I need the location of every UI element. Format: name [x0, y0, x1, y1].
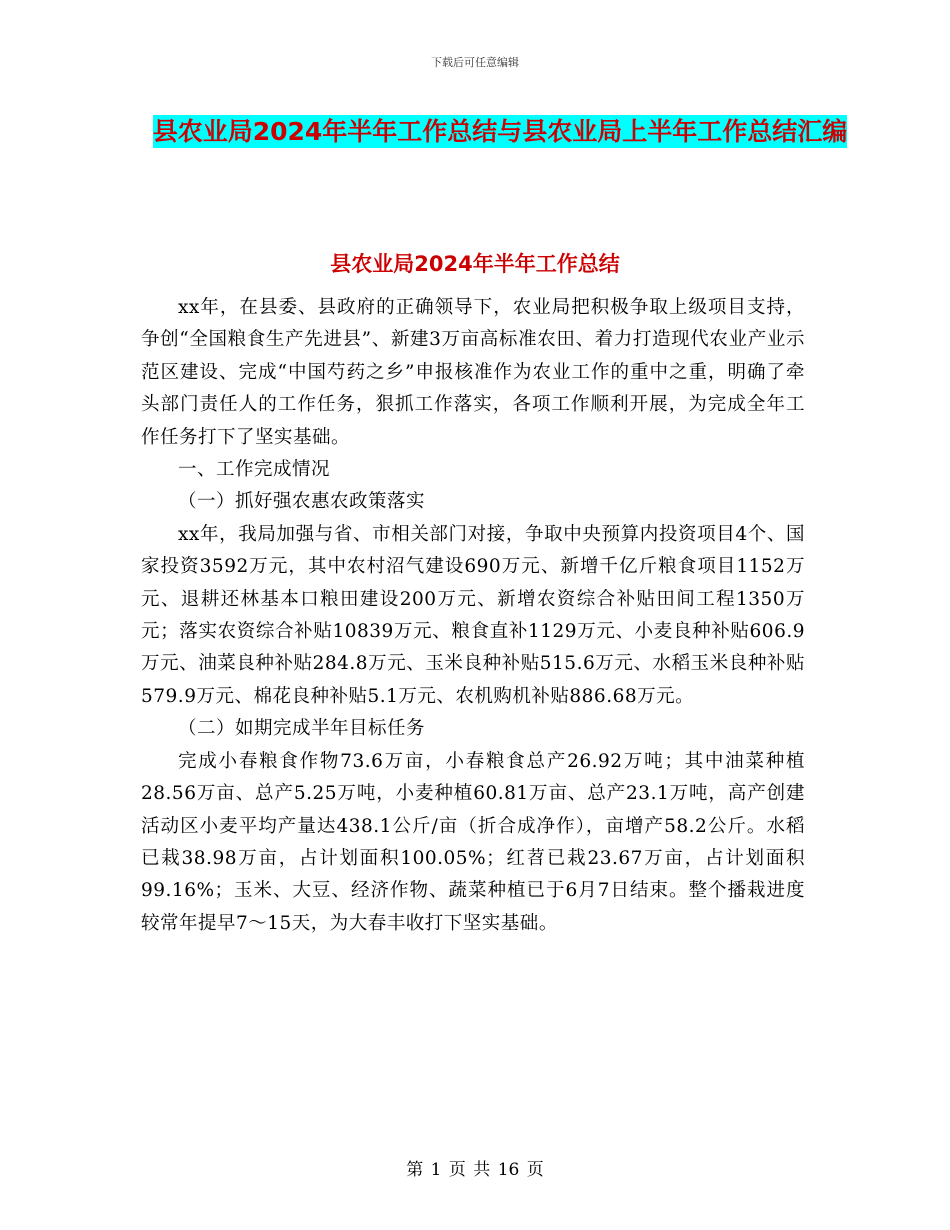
subheading-policy: （一）抓好强农惠农政策落实	[178, 491, 426, 513]
paragraph-crops: 完成小春粮食作物73.6万亩，小春粮食总产26.92万吨；其中油菜种植28.56万亩、总产5.25万吨，小麦种植60.81万亩、总产23.1万吨，高产创建活动区小麦平均产量达438.1公斤/亩（折合成净作），亩增产58.2公斤。水稻已栽38.98万亩，占计划面积100.05%；红苕已栽23.67万亩，占计划面积99.16%；玉米、大豆、经济作物、蔬菜种植已于6月7日结束。整个播栽进度较常年提早7～15天，为大春丰收打下坚实基础。	[141, 750, 805, 934]
heading-work-completion: 一、工作完成情况	[178, 459, 331, 481]
page-number: 第 1 页 共 16 页	[406, 1160, 544, 1180]
paragraph-intro: xx年，在县委、县政府的正确领导下，农业局把积极争取上级项目支持，争创“全国粮食生产先进县”、新建3万亩高标准农田、着力打造现代农业产业示范区建设、完成“中国芍药之乡”申报核准作为农业工作的重中之重，明确了牵头部门责任人的工作任务，狠抓工作落实，各项工作顺利开展，为完成全年工作任务打下了坚实基础。	[141, 297, 805, 448]
paragraph-investment: xx年，我局加强与省、市相关部门对接，争取中央预算内投资项目4个、国家投资3592万元，其中农村沼气建设690万元、新增千亿斤粮食项目1152万元、退耕还林基本口粮田建设200万元、新增农资综合补贴田间工程1350万元；落实农资综合补贴10839万元、粮食直补1129万元、小麦良种补贴606.9万元、油菜良种补贴284.8万元、玉米良种补贴515.6万元、水稻玉米良种补贴579.9万元、棉花良种补贴5.1万元、农机购机补贴886.68万元。	[141, 523, 805, 707]
subheading-targets: （二）如期完成半年目标任务	[178, 718, 426, 740]
document-title-text: 县农业局2024年半年工作总结与县农业局上半年工作总结汇编	[152, 117, 848, 146]
document-body	[141, 292, 805, 940]
header-note: 下载后可任意编辑	[431, 56, 519, 69]
document-title	[140, 110, 860, 153]
section-title: 县农业局2024年半年工作总结	[330, 252, 620, 276]
